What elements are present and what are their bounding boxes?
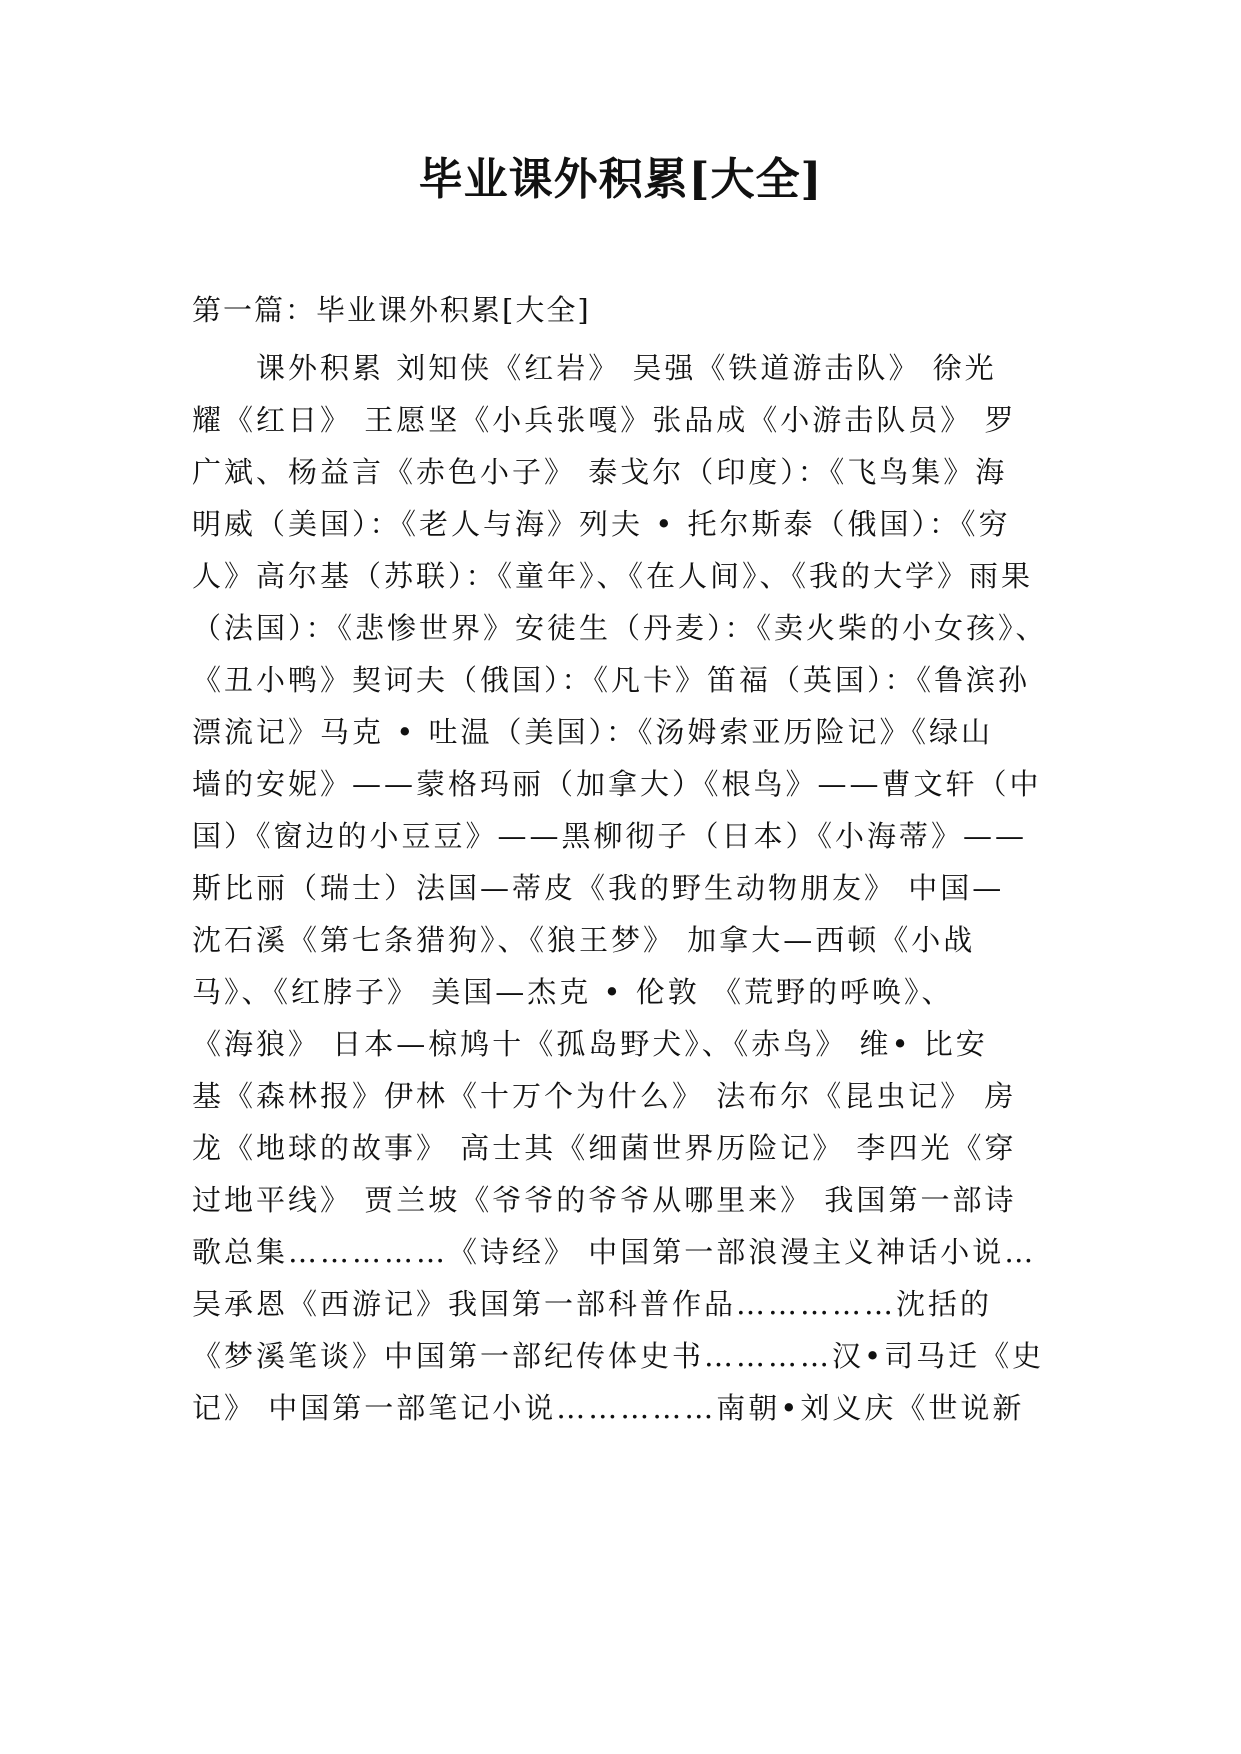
body-line: 人》高尔基（苏联）：《童年》、《在人间》、《我的大学》雨果 <box>192 559 1034 593</box>
body-line: （法国）：《悲惨世界》安徒生（丹麦）：《卖火柴的小女孩》、 <box>192 611 1048 645</box>
body-line: 国）《窗边的小豆豆》——黑柳彻子（日本）《小海蒂》—— <box>192 819 1028 853</box>
body-line: 吴承恩《西游记》我国第一部科普作品……………沈括的 <box>192 1287 993 1321</box>
body-line: 基《森林报》伊林《十万个为什么》 法布尔《昆虫记》 房 <box>192 1079 1017 1113</box>
body-line: 课外积累 刘知侠《红岩》 吴强《铁道游击队》 徐光 <box>192 351 997 385</box>
body-line: 斯比丽（瑞士）法国—蒂皮《我的野生动物朋友》 中国— <box>192 871 1005 905</box>
body-line: 《丑小鸭》契诃夫（俄国）：《凡卡》笛福（英国）：《鲁滨孙 <box>192 663 1031 697</box>
body-line: 广斌、杨益言《赤色小子》 泰戈尔（印度）：《飞鸟集》海 <box>192 455 1008 489</box>
body-line: 漂流记》马克 • 吐温（美国）：《汤姆索亚历险记》《绿山 <box>192 715 994 749</box>
body-line: 过地平线》 贾兰坡《爷爷的爷爷从哪里来》 我国第一部诗 <box>192 1183 1017 1217</box>
chapter-heading: 第一篇：毕业课外积累[大全] <box>192 293 591 327</box>
body-line: 耀《红日》 王愿坚《小兵张嘎》张品成《小游击队员》 罗 <box>192 403 1017 437</box>
body-line: 龙《地球的故事》 高士其《细菌世界历险记》 李四光《穿 <box>192 1131 1017 1165</box>
body-line: 歌总集……………《诗经》 中国第一部浪漫主义神话小说… <box>192 1235 1037 1269</box>
body-line: 马》、《红脖子》 美国—杰克 • 伦敦 《荒野的呼唤》、 <box>192 975 954 1009</box>
body-line: 明威（美国）：《老人与海》列夫 • 托尔斯泰（俄国）：《穷 <box>192 507 1011 541</box>
body-line: 《海狼》 日本—椋鸠十《孤岛野犬》、《赤鸟》 维• 比安 <box>192 1027 988 1061</box>
body-line: 墙的安妮》——蒙格玛丽（加拿大）《根鸟》——曹文轩（中 <box>192 767 1042 801</box>
body-line: 记》 中国第一部笔记小说……………南朝•刘义庆《世说新 <box>192 1391 1025 1425</box>
document-title: 毕业课外积累[大全] <box>418 154 823 205</box>
body-line: 《梦溪笔谈》中国第一部纪传体史书…………汉•司马迁《史 <box>192 1339 1045 1373</box>
body-line: 沈石溪《第七条猎狗》、《狼王梦》 加拿大—西顿《小战 <box>192 923 976 957</box>
